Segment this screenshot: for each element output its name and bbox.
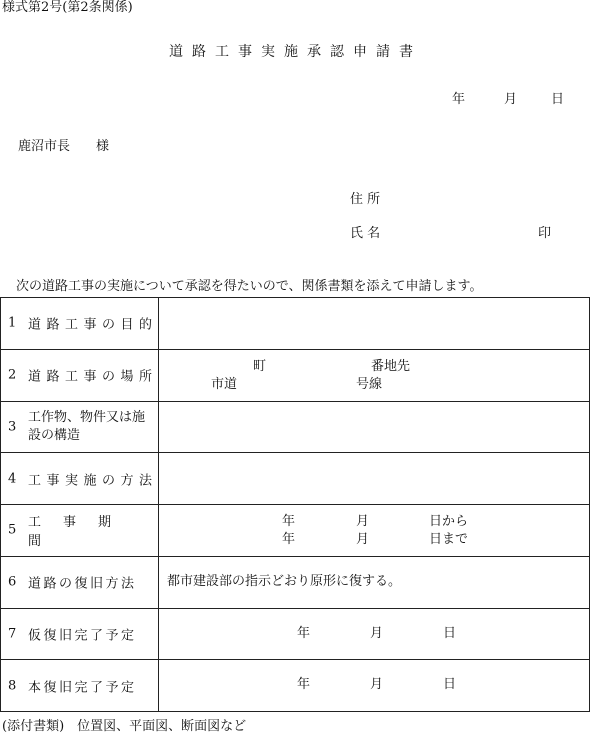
row-label-cell [1, 608, 159, 660]
restoration-method-text: 都市建設部の指示どおり原形に復する。 [167, 573, 402, 589]
row-label-cell [1, 349, 159, 401]
row-label: 道路の復旧方法 [28, 576, 137, 592]
period-to-day: 日まで [429, 532, 469, 547]
town-label: 町 [253, 358, 267, 374]
row-number: 8 [8, 678, 17, 694]
row-number: 4 [8, 471, 17, 487]
row-label: 工作物、物件又は施設の構造 [28, 409, 146, 443]
document-title: 道路工事実施承認申請書 [169, 44, 422, 60]
temp-date-year: 年 [297, 625, 311, 641]
row-label: 道路工事の目的 [28, 317, 158, 333]
intro-text: 次の道路工事の実施について承認を得たいので、関係書類を添えて申請します。 [16, 279, 483, 294]
table-row [1, 608, 590, 660]
period-field[interactable] [159, 505, 590, 557]
row-label-cell [1, 556, 159, 608]
row-label: 工事期間 [28, 515, 134, 550]
lot-label: 番地先 [371, 358, 411, 374]
row-label: 工事実施の方法 [28, 473, 158, 489]
row-number: 6 [8, 574, 17, 590]
table-row [1, 660, 590, 712]
row-number: 5 [8, 522, 17, 538]
route-number-label: 号線 [356, 376, 383, 392]
table-row [1, 401, 590, 453]
period-from-day: 日から [429, 514, 469, 529]
restoration-method-field[interactable] [159, 556, 590, 608]
row-label: 仮復旧完了予定 [28, 628, 137, 644]
row-label-cell [1, 298, 159, 350]
final-restoration-date-field[interactable] [159, 660, 590, 712]
row-number: 3 [8, 419, 17, 435]
row-number: 1 [8, 315, 17, 331]
city-road-label: 市道 [211, 376, 238, 392]
period-to-month: 月 [356, 532, 370, 547]
application-date [452, 92, 564, 108]
temp-date-month: 月 [370, 625, 384, 641]
temporary-restoration-date-field[interactable] [159, 608, 590, 660]
temp-date-day: 日 [443, 625, 457, 641]
date-day: 日 [551, 92, 565, 107]
application-table [0, 297, 590, 712]
period-from-month: 月 [356, 514, 370, 529]
location-field[interactable] [159, 349, 590, 401]
row-label-cell [1, 505, 159, 557]
table-row [1, 298, 590, 350]
row-number: 7 [8, 626, 17, 642]
table-row [1, 556, 590, 608]
final-date-month: 月 [370, 677, 384, 693]
addressee: 鹿沼市長 様 [18, 139, 110, 154]
purpose-field[interactable] [159, 298, 590, 350]
row-label: 本復旧完了予定 [28, 680, 137, 696]
row-label-cell [1, 453, 159, 505]
form-number: 様式第2号(第2条関係) [2, 0, 133, 15]
method-field[interactable] [159, 453, 590, 505]
applicant-address-label: 住 所 [350, 192, 381, 207]
period-to-year: 年 [282, 532, 296, 547]
row-label-cell [1, 401, 159, 453]
row-label-cell [1, 660, 159, 712]
attachments-note: (添付書類) 位置図、平面図、断面図など [2, 719, 247, 734]
seal-label: 印 [538, 226, 552, 241]
final-date-year: 年 [297, 677, 311, 693]
applicant-name-label: 氏 名 [350, 226, 381, 241]
structure-field[interactable] [159, 401, 590, 453]
row-label: 道路工事の場所 [28, 369, 158, 385]
row-number: 2 [8, 367, 17, 383]
table-row [1, 453, 590, 505]
date-month: 月 [504, 92, 518, 107]
final-date-day: 日 [443, 677, 457, 693]
date-year: 年 [452, 92, 466, 107]
period-from-year: 年 [282, 514, 296, 529]
table-row [1, 349, 590, 401]
table-row [1, 505, 590, 557]
